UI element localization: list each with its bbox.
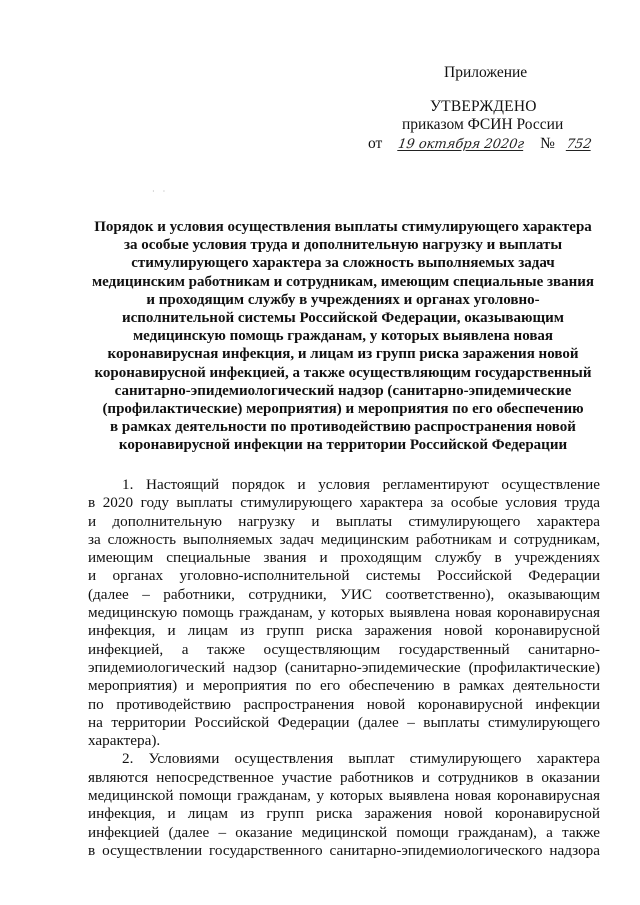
paragraph-1-line: в 2020 году выплаты стимулирующего характера за особые условия труда — [88, 494, 600, 512]
paragraph-1-line: (далее – работники, сотрудники, УИС соответственно), оказывающим — [88, 585, 600, 603]
title-line: исполнительной системы Российской Федерации, оказывающим — [121, 310, 564, 327]
document-title — [76, 218, 610, 455]
paragraph-2-line: в осуществлении государственного санитарно-эпидемиологического надзора — [88, 841, 600, 859]
title-line: в рамках деятельности по противодействию распространения новой — [110, 419, 576, 436]
paragraph-1-line: медицинскую помощь гражданам, у которых выявлена новая коронавирусная — [88, 604, 600, 622]
paragraph-2-line: инфекцией (далее – оказание медицинской помощи гражданам), а также — [88, 823, 600, 841]
approval-stamp-block — [360, 64, 610, 154]
paragraph-1-line: 1. Настоящий порядок и условия регламентируют осуществление — [122, 476, 600, 493]
title-line: медицинским работникам и сотрудникам, имеющим специальные звания — [91, 273, 595, 290]
order-reference: приказом ФСИН России — [402, 116, 564, 133]
paragraph-1-line: на территории Российской Федерации (далее – выплаты стимулирующего — [88, 713, 600, 731]
title-line: коронавирусной инфекции на территории Российской Федерации — [118, 437, 568, 454]
paragraph-1-line: и дополнительную нагрузку и выплаты стимулирующего характера — [88, 512, 600, 530]
handwritten-date: 19 октября 2020г — [397, 137, 526, 152]
paragraph-2-line: инфекция, и лицам из групп риска заражения новой коронавирусной — [88, 805, 600, 823]
paragraph-1-line: мероприятия) и мероприятия по его обеспечению в рамках деятельности — [88, 677, 600, 695]
paragraph-1-line: инфекцией, а также осуществляющим государственный санитарно- — [88, 640, 600, 658]
title-line: за особые условия труда и дополнительную нагрузку и выплаты — [123, 237, 563, 254]
document-body — [88, 476, 600, 860]
title-line: (профилактические) мероприятия) и мероприятия по его обеспечению — [102, 401, 584, 418]
number-label: № — [540, 135, 555, 152]
appendix-label: Приложение — [444, 64, 528, 81]
title-line: коронавирусной инфекцией, а также осуществляющим государственный — [94, 364, 592, 381]
paragraph-1-line: и органах уголовно-исполнительной системы Российской Федерации — [88, 567, 600, 585]
scan-speck: · · — [152, 187, 169, 196]
title-line: санитарно-эпидемиологический надзор (санитарно-эпидемические — [114, 382, 572, 399]
title-line: и проходящим службу в учреждениях и органах уголовно- — [146, 291, 540, 308]
paragraph-1-line: инфекция, и лицам из групп риска заражения новой коронавирусной — [88, 622, 600, 640]
from-label: от — [368, 135, 383, 152]
paragraph-1-line: имеющим специальные звания и проходящим службу в учреждениях — [88, 549, 600, 567]
paragraph-1-line: по противодействию распространения новой коронавирусной инфекции — [88, 695, 600, 713]
paragraph-1-line: характера). — [88, 732, 161, 750]
handwritten-number: 752 — [565, 137, 593, 152]
title-line: Порядок и условия осуществления выплаты стимулирующего характера — [94, 219, 592, 235]
title-line: медицинскую помощь гражданам, у которых выявлена новая — [132, 328, 554, 345]
approved-label: УТВЕРЖДЕНО — [430, 98, 537, 115]
title-line: коронавирусная инфекция, и лицам из групп риска заражения новой — [107, 346, 579, 363]
paragraph-1-line: эпидемиологический надзор (санитарно-эпидемические (профилактические) — [88, 658, 600, 676]
paragraph-2-line: 2. Условиями осуществления выплат стимулирующего характера — [122, 750, 600, 768]
paragraph-2-line: являются непосредственное участие работников и сотрудников в оказании — [88, 768, 600, 786]
paragraph-1-line: за сложность выполняемых задач медицинским работникам и сотрудникам, — [88, 530, 600, 548]
title-line: стимулирующего характера за сложность выполняемых задач — [131, 255, 555, 272]
order-date-number-line — [368, 135, 610, 154]
paragraph-2-line: медицинской помощи гражданам, у которых выявлена новая коронавирусная — [88, 787, 600, 805]
